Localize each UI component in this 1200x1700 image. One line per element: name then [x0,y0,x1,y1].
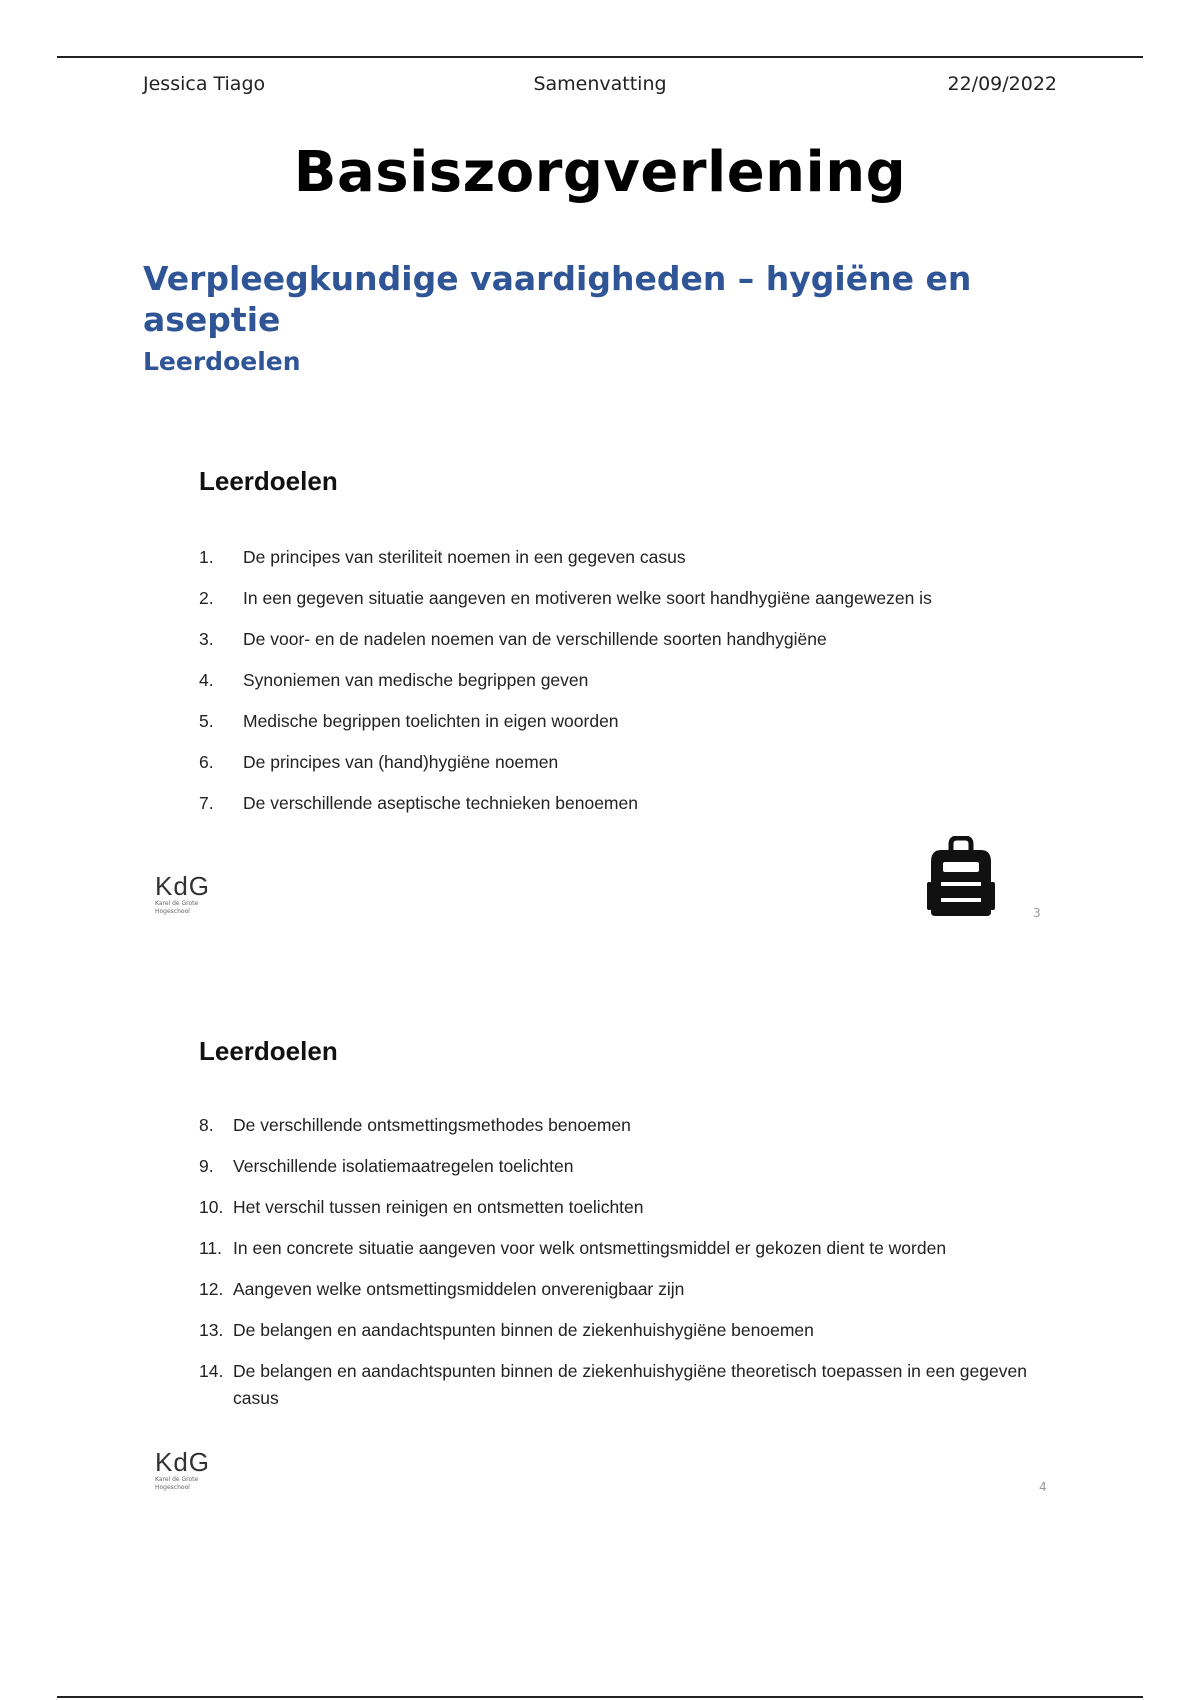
list-item [199,790,1033,817]
header-author: Jessica Tiago [143,73,266,95]
learning-goals-list [199,544,1033,831]
slide-title: Leerdoelen [199,1036,338,1066]
page-number: 3 [1033,906,1041,920]
list-item-text: In een concrete situatie aangeven voor welk ontsmettingsmiddel er gekozen dient te worden [233,1238,947,1258]
page-number: 4 [1039,1480,1047,1494]
list-item-number: 2. [199,588,214,608]
document-title: Basiszorgverlening [293,140,907,205]
list-item-number: 13. [199,1320,224,1340]
list-item-text: Het verschil tussen reinigen en ontsmetten toelichten [233,1197,644,1217]
list-item-number: 8. [199,1115,214,1135]
list-item-number: 1. [199,547,214,567]
list-item-text: De principes van steriliteit noemen in een gegeven casus [243,547,686,567]
list-item [199,1276,1033,1303]
section-heading: Verpleegkundige vaardigheden – hygiëne en aseptie [143,259,972,339]
list-item [199,585,1033,612]
logo-mark: KdG [155,871,211,901]
list-item-text: Verschillende isolatiemaatregelen toelichten [233,1156,574,1176]
list-item-number: 14. [199,1361,224,1381]
list-item-text: De principes van (hand)hygiëne noemen [243,752,559,772]
header-rule [57,56,1143,58]
list-item [199,667,1033,694]
list-item [199,1235,1033,1262]
list-item [199,1358,1033,1412]
list-item-text: Aangeven welke ontsmettingsmiddelen onverenigbaar zijn [233,1279,685,1299]
kdg-logo [155,1448,225,1500]
kdg-logo [155,872,225,924]
list-item-number: 9. [199,1156,214,1176]
header-date: 22/09/2022 [947,73,1057,95]
list-item-number: 10. [199,1197,224,1217]
subsection-heading: Leerdoelen [143,347,301,376]
list-item-number: 6. [199,752,214,772]
list-item-number: 3. [199,629,214,649]
list-item-text: De verschillende ontsmettingsmethodes benoemen [233,1115,631,1135]
header-doc-type: Samenvatting [533,73,667,95]
list-item [199,626,1033,653]
list-item-text: Medische begrippen toelichten in eigen woorden [243,711,619,731]
list-item-number: 7. [199,793,214,813]
learning-goals-list [199,1112,1033,1426]
slide-4 [143,1010,1063,1520]
list-item [199,708,1033,735]
list-item-text: In een gegeven situatie aangeven en motiveren welke soort handhygiëne aangewezen is [243,588,932,608]
list-item-number: 4. [199,670,214,690]
logo-subtext: Karel de Grote Hogeschool [155,900,199,915]
backpack-icon [927,836,995,918]
list-item-text: De voor- en de nadelen noemen van de verschillende soorten handhygiëne [243,629,827,649]
list-item [199,1153,1033,1180]
list-item-text: Synoniemen van medische begrippen geven [243,670,589,690]
list-item [199,1317,1033,1344]
footer-rule [57,1696,1143,1698]
list-item-text: De belangen en aandachtspunten binnen de ziekenhuishygiëne benoemen [233,1320,814,1340]
slide-3 [143,440,1063,940]
list-item [199,1112,1033,1139]
list-item [199,749,1033,776]
list-item-text: De belangen en aandachtspunten binnen de ziekenhuishygiëne theoretisch toepassen in een gegeven casus [233,1361,1027,1408]
list-item-number: 12. [199,1279,224,1299]
logo-mark: KdG [155,1447,211,1477]
list-item [199,1194,1033,1221]
list-item-text: De verschillende aseptische technieken benoemen [243,793,638,813]
slide-title: Leerdoelen [199,466,338,496]
list-item-number: 11. [199,1238,223,1258]
list-item [199,544,1033,571]
list-item-number: 5. [199,711,214,731]
logo-subtext: Karel de Grote Hogeschool [155,1476,199,1491]
